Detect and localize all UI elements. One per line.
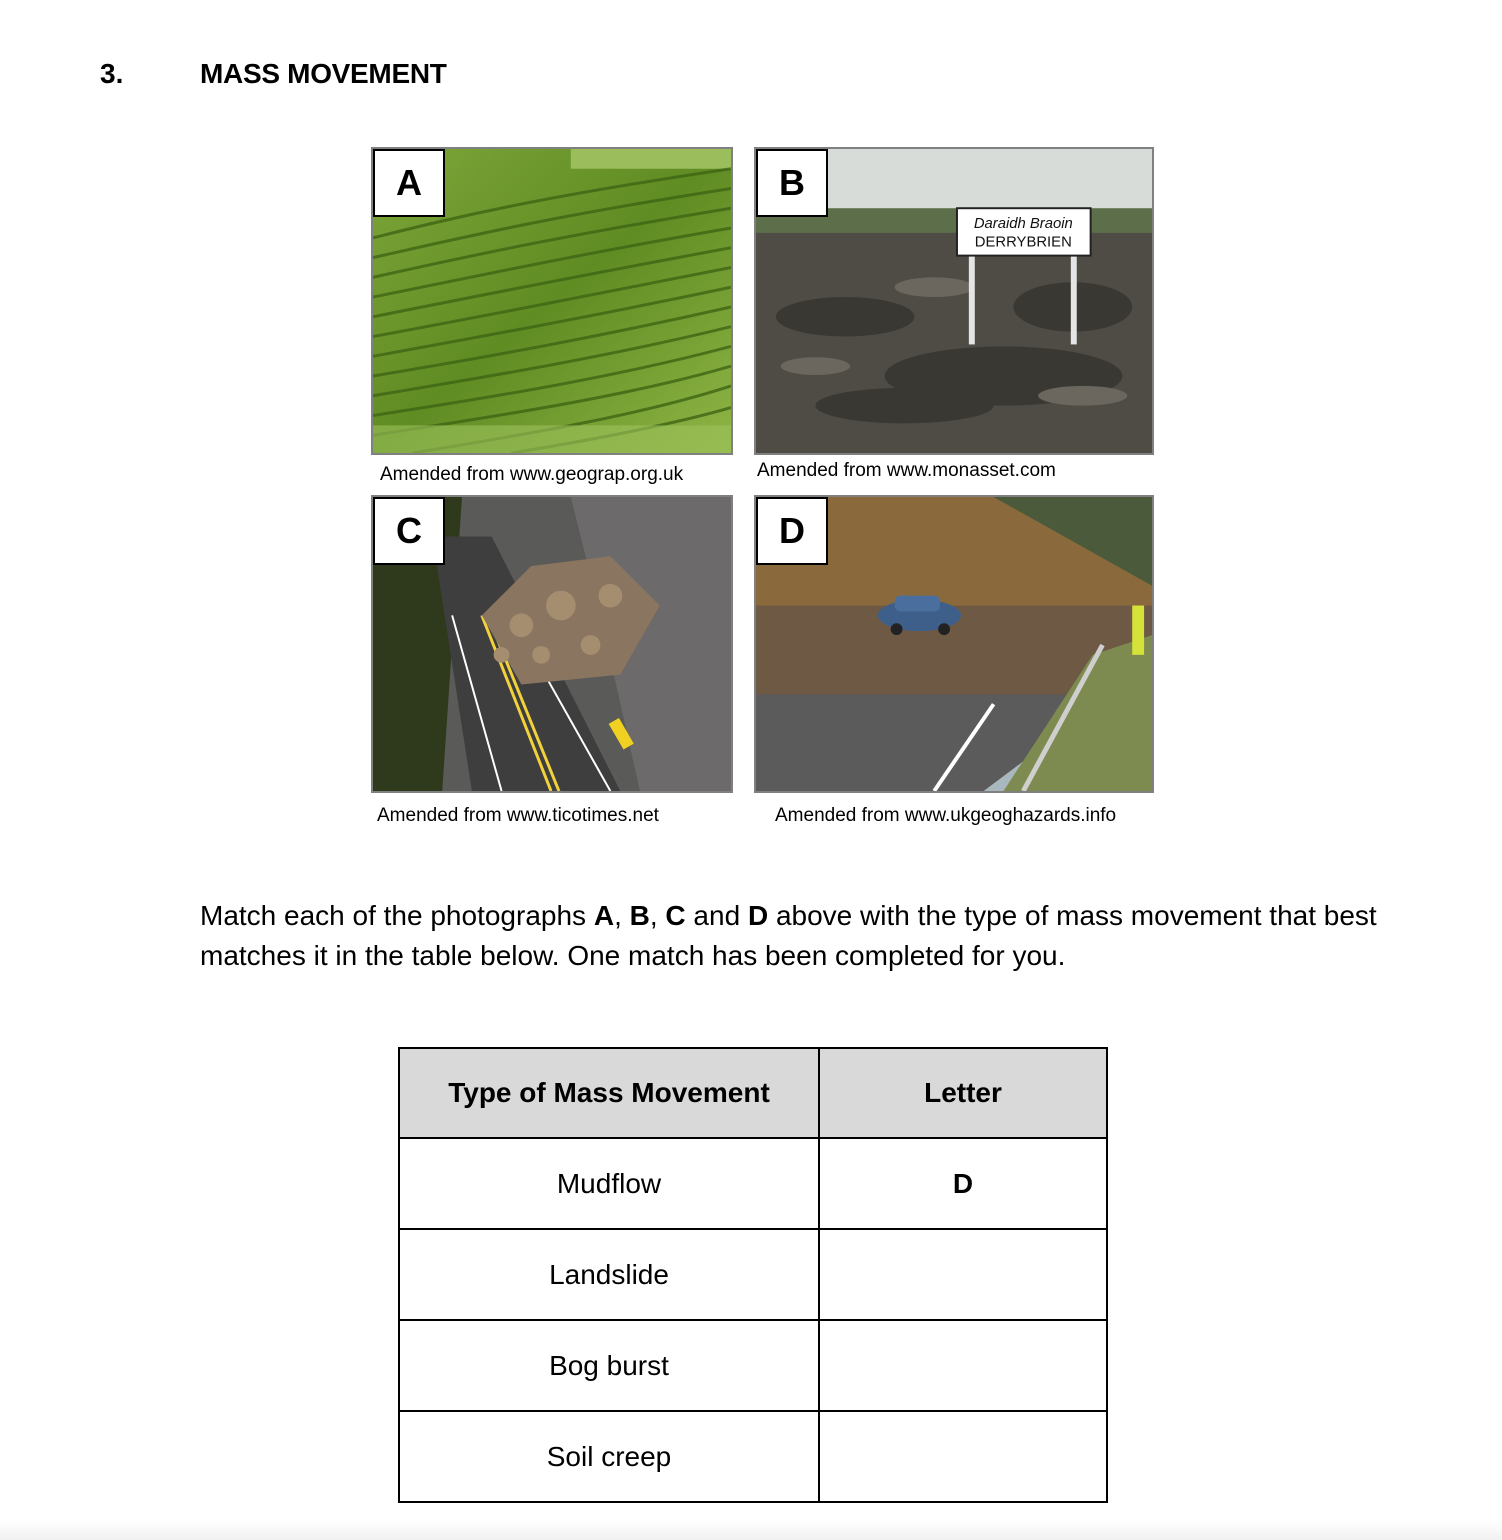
table-header-row bbox=[399, 1048, 1107, 1138]
page-bottom-edge bbox=[0, 1520, 1502, 1540]
type-cell: Soil creep bbox=[399, 1411, 819, 1502]
caption-c: Amended from www.ticotimes.net bbox=[377, 805, 659, 826]
photo-c-label: C bbox=[373, 497, 445, 565]
letter-cell[interactable] bbox=[819, 1411, 1107, 1502]
type-cell: Bog burst bbox=[399, 1320, 819, 1411]
matching-table bbox=[398, 1047, 1108, 1503]
caption-b: Amended from www.monasset.com bbox=[757, 460, 1056, 481]
sign-english-name: DERRYBRIEN bbox=[974, 234, 1072, 251]
type-cell: Landslide bbox=[399, 1229, 819, 1320]
caption-d: Amended from www.ukgeoghazards.info bbox=[775, 805, 1117, 826]
photo-a-label: A bbox=[373, 149, 445, 217]
question-title: MASS MOVEMENT bbox=[200, 58, 447, 89]
letter-cell[interactable] bbox=[819, 1229, 1107, 1320]
photo-c bbox=[371, 495, 733, 793]
instructions: Match each of the photographs A, B, C and D above with the type of mass movement that best matches it in the table below. One match has been completed for you. bbox=[200, 900, 1377, 971]
header-letter: Letter bbox=[819, 1048, 1107, 1138]
question-number: 3. bbox=[100, 58, 124, 89]
photo-d-label: D bbox=[756, 497, 828, 565]
photo-b-label: B bbox=[756, 149, 828, 217]
sign-irish-name: Daraidh Braoin bbox=[973, 215, 1073, 232]
caption-a: Amended from www.geograp.org.uk bbox=[380, 464, 684, 485]
letter-cell[interactable]: D bbox=[819, 1138, 1107, 1229]
table-row bbox=[399, 1411, 1107, 1502]
photo-b bbox=[754, 147, 1154, 455]
type-cell: Mudflow bbox=[399, 1138, 819, 1229]
table-row bbox=[399, 1229, 1107, 1320]
table-row bbox=[399, 1138, 1107, 1229]
letter-cell[interactable] bbox=[819, 1320, 1107, 1411]
photo-a bbox=[371, 147, 733, 455]
table-row bbox=[399, 1320, 1107, 1411]
photo-d bbox=[754, 495, 1154, 793]
header-type: Type of Mass Movement bbox=[399, 1048, 819, 1138]
